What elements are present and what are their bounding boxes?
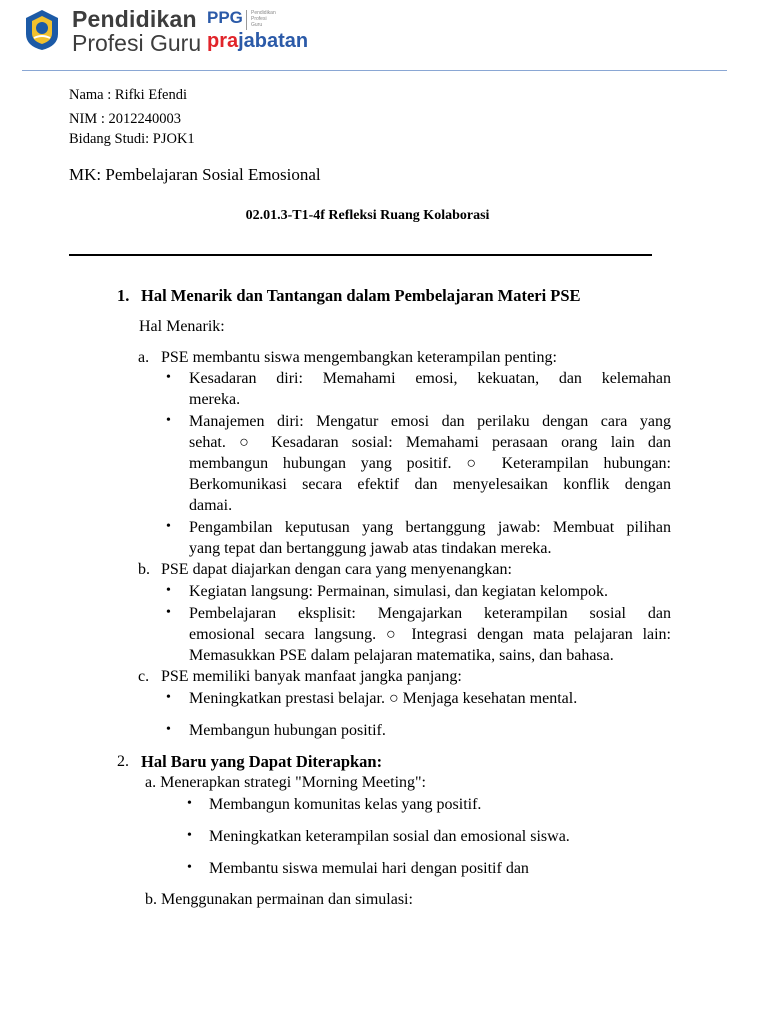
- a-bullet3-line2: yang tepat dan bertanggung jawab atas tindakan mereka.: [189, 540, 552, 557]
- section2-number: 2.: [117, 753, 129, 770]
- item-b-text: PSE dapat diajarkan dengan cara yang menyenangkan:: [161, 561, 512, 578]
- bullet-icon: •: [187, 828, 192, 843]
- tut-wuri-handayani-emblem-icon: [22, 8, 62, 52]
- item-b-marker: b.: [138, 561, 150, 578]
- student-nim: NIM : 2012240003: [69, 111, 181, 127]
- prajabatan-red: pra: [207, 30, 239, 52]
- section1-number: 1.: [117, 286, 130, 305]
- section2-heading: Hal Baru yang Dapat Diterapkan:: [141, 752, 383, 771]
- item-c-text: PSE memiliki banyak manfaat jangka panjang:: [161, 668, 462, 685]
- ppg-small-text: Pendidikan Profesi Guru: [251, 10, 276, 28]
- s2-a-bullet2: Meningkatkan keterampilan sosial dan emosional siswa.: [209, 828, 570, 845]
- prajabatan-blue: jabatan: [238, 30, 309, 52]
- title-divider: [69, 254, 652, 256]
- ppg-label: PPG: [207, 8, 243, 27]
- bullet-icon: •: [166, 722, 171, 737]
- a-bullet1-line1: Kesadaran diri: Memahami emosi, kekuatan, dan kelemahan: [189, 370, 671, 387]
- bullet-icon: •: [166, 583, 171, 598]
- c-bullet1: Meningkatkan prestasi belajar. ○ Menjaga kesehatan mental.: [189, 690, 578, 707]
- ppg-divider: [246, 10, 247, 30]
- s2-a-bullet1: Membangun komunitas kelas yang positif.: [209, 796, 482, 813]
- course-title: MK: Pembelajaran Sosial Emosional: [69, 165, 321, 184]
- c-bullet2: Membangun hubungan positif.: [189, 722, 386, 739]
- a-bullet2-line4: Berkomunikasi secara efektif dan menyelesaikan konflik dengan: [189, 476, 671, 493]
- study-field: Bidang Studi: PJOK1: [69, 131, 195, 147]
- section2-b-text: b. Menggunakan permainan dan simulasi:: [145, 891, 413, 908]
- document-title: 02.01.3-T1-4f Refleksi Ruang Kolaborasi: [245, 208, 490, 223]
- b-bullet1-line1: Kegiatan langsung: Permainan, simulasi, dan kegiatan kelompok.: [189, 583, 609, 600]
- section2-a-text: a. Menerapkan strategi "Morning Meeting":: [145, 774, 426, 791]
- bullet-icon: •: [187, 796, 192, 811]
- b-bullet2-line3: Memasukkan PSE dalam pelajaran matematika, sains, dan bahasa.: [189, 647, 614, 664]
- a-bullet2-line3: membangun hubungan yang positif. ○ Keterampilan hubungan:: [189, 455, 671, 472]
- brand-title-line2: Profesi Guru: [72, 30, 202, 56]
- brand-title-line1: Pendidikan: [72, 6, 197, 32]
- item-c-marker: c.: [138, 668, 150, 685]
- item-a-marker: a.: [138, 349, 150, 366]
- a-bullet2-line1: Manajemen diri: Mengatur emosi dan perilaku dengan cara yang: [189, 413, 671, 430]
- bullet-icon: •: [166, 370, 171, 385]
- section1-sublabel: Hal Menarik:: [139, 318, 225, 335]
- a-bullet1-line2: mereka.: [189, 391, 241, 408]
- item-a-text: PSE membantu siswa mengembangkan keterampilan penting:: [161, 349, 557, 366]
- bullet-icon: •: [187, 860, 192, 875]
- bullet-icon: •: [166, 519, 171, 534]
- a-bullet2-line5: damai.: [189, 497, 233, 514]
- a-bullet3-line1: Pengambilan keputusan yang bertanggung jawab: Membuat pilihan: [189, 519, 671, 536]
- bullet-icon: •: [166, 605, 171, 620]
- prajabatan-label: [207, 30, 308, 53]
- b-bullet2-line2: emosional secara langsung. ○ Integrasi dengan mata pelajaran lain:: [189, 626, 671, 643]
- b-bullet2-line1: Pembelajaran eksplisit: Mengajarkan keterampilan sosial dan: [189, 605, 671, 622]
- student-name: Nama : Rifki Efendi: [69, 87, 187, 103]
- bullet-icon: •: [166, 690, 171, 705]
- s2-a-bullet3: Membantu siswa memulai hari dengan positif dan: [209, 860, 529, 877]
- section1-heading: Hal Menarik dan Tantangan dalam Pembelajaran Materi PSE: [141, 286, 581, 305]
- header-logo: [0, 0, 768, 72]
- bullet-icon: •: [166, 413, 171, 428]
- header-divider: [22, 70, 727, 71]
- a-bullet2-line2: sehat. ○ Kesadaran sosial: Memahami perasaan orang lain dan: [189, 434, 671, 451]
